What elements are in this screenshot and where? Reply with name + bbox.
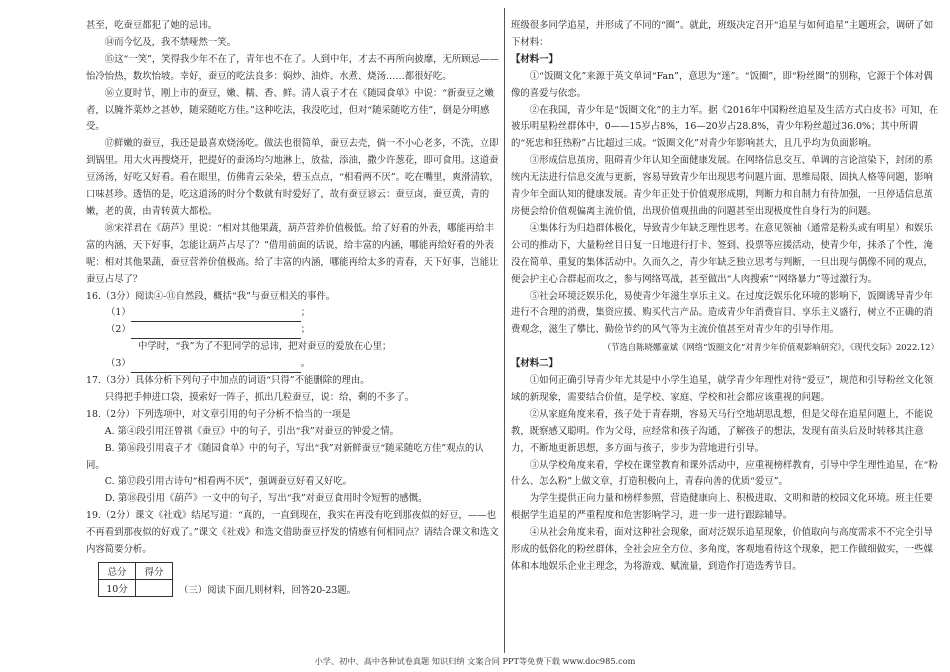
score-header-total: 总分 [99,563,136,580]
material-1-para-4: ④集体行为归趋群体极化，导致青少年缺乏理性思考。在意见领袖（通常是粉头或有明星）和娱乐公司的推动下，大量粉丝目日复一日地进行打卡、签到、投票等应援活动，使青少年，抹杀了个性，淹没在简单、重复的集体活动中。久而久之，青少年缺乏独立思考与判断，一旦出现与偶像不同的观点，便会护主心合群起而攻之，参与网络骂战，甚至做出“人肉搜索”“网络暴力”等过激行为。 [511,222,933,285]
material-2-para-3-cont: 为学生提供正向力量和榜样参照，营造健康向上、积极进取、文明和谐的校园文化环境。班主任要根据学生追星的严重程度和危害影响学习，进一步一进行跟踪辅导。 [511,493,933,522]
para-15: ⑮这“一笑”，笑得我少年不在了，青年也不在了。人到中年，才去不再所向披靡，无所顾忌——怡冷怡热，数坎怡坡。幸好，蚕豆的吃法良多：焖炒、油炸、水煮、烧汤……都很好吃。 [86,53,499,82]
score-got-value[interactable] [136,580,173,597]
question-19: 19.（2分）课文《社戏》结尾写道：“真的，一直到现在，我实在再没有吃到那夜似的好豆，——也不再看到那夜似的好戏了。”课文《社戏》和选文借助蚕豆抒发的情感有何相同点？请结合课文和选文内容简要分析。 [86,510,499,556]
material-1-para-1: ①“饭圈文化”来源于英文单词“Fan”，意思为“迷”。“饭圈”，即“粉丝圈”的别称，它源于个体对偶像的喜爱与依恋。 [511,70,933,99]
score-total-value: 10分 [99,580,136,597]
material-1-para-5: ⑤社会环境泛娱乐化，易使青少年滋生享乐主义。在过度泛娱乐化环境的影响下，饭圈诱导青少年进行不合理的消费，集资应援、购买代言产品。造成青少年消费盲目、享乐主义盛行，树立不正确的消费观念，滋生了攀比、勤俭节约的风气等为主流价值甚至对青少年的引导作用。 [511,290,933,336]
score-table [98,562,173,597]
material-2-title: 【材料二】 [511,358,558,370]
right-column [511,18,939,576]
given-answer: 中学时，“我”为了不犯同学的忌讳，把对蚕豆的爱放在心里； [138,341,392,353]
para-17: ⑰鲜嫩的蚕豆，我还是最喜欢烧汤吃。做法也很简单，蚕豆去壳，倘一不小心老多，不洗，立即到锅里。用大火再搜烧开，把提好的蚕汤均匀地淋上，放盐，添油，撒少许葱花，即可食用。这道蚕豆汤汤，好吃又好看。看在眼里，仿佛青云朵朵，碧玉点点，“相看两不厌”。吃在嘴里，爽滑清软，口味甚珍。透悟的是，吃这道汤的时分个数就有时爱好了，故有蚕豆谚云：蚕豆卤，蚕豆黄，青的嫩，老的黄，由青转黄大都松。 [86,138,499,217]
question-17-sentence: 只得把手伸进口袋，摸索好一阵子，抓出几粒蚕豆，说：给，剩的不多了。 [104,391,415,403]
column-divider [504,8,505,653]
para-18: ⑱宋祥君在《葫芦》里说：“相对其他果蔬，葫芦营养价值极低。给了好看的外表，哪能再给丰富的内涵，天下好事，怎能让葫芦占尽了？”借用前面的话说，给丰富的内涵，哪能再给好看的外表呢：相对其他果蔬，蚕豆营养价值极高。给了丰富的内涵，哪能再给太多的青春，天下好事，岂能让蚕豆占尽了？ [86,222,499,285]
para-14: ⑭而今忆及，我不禁哑然一笑。 [104,36,237,48]
question-17: 17.（3分）具体分析下列句子中加点的词语“只得”不能删除的理由。 [86,375,370,387]
material-2-para-2: ②从家庭角度来看，孩子处于青春期，容易天马行空地胡思乱想，但是父母在追星问题上，不能说教，既察感又聪明。作为父母，应经常和孩子沟通，了解孩子的想法，发现有苗头后及时转移其注意力，不断地更新思想，多方面与孩子，步步为营地进行引导。 [511,408,933,454]
material-1-source: （节选自陈晓娜童斌《网络“饭圈文化”对青少年价值观影响研究》，《现代交际》2022.12） [602,342,939,353]
material-2-para-1: ①如何正确引导青少年尤其是中小学生追星，就学青少年理性对待“爱豆”，规范和引导粉丝文化领域的新现象，需要结合价值，是学校、家庭、学校和社会都应该重视的问题。 [511,375,934,403]
question-16: 16.（3分）阅读④-⑪自然段，概括“我”与蚕豆相关的事件。 [86,290,336,302]
material-1-para-2: ②在我国，青少年是“饭圈文化”的主力军。据《2016年中国粉丝追星及生活方式白皮书》可知，在被乐明星粉丝群体中，0——15岁占8%，16—20岁占28.8%，青少年粉丝超过36.0%；其中所谓的“死忠和狂热粉”占比超过三成。“饭圈文化”对青少年影响甚大，且几乎均为负面影响。 [511,104,939,150]
materials-intro: 班级很多同学追星，并形成了不同的“圈”。就此，班级决定召开“追星与如何追星”主题班会，调研了如下材料： [511,20,934,48]
para-16: ⑯立夏时节，刚上市的蚕豆，嫩、糯、香、鲜。清人袁子才在《随园食单》中说：“新蚕豆之嫩者，以腌芥菜炒之甚妙，随采随吃方佳。”这种吃法，我没吃过，但对“随采随吃方佳”，倒是分明感受。 [86,87,494,133]
material-2-para-3: ③从学校角度来看，学校在课堂教育和课外活动中，应重视榜样教育，引导中学生理性追星，在“粉什么、怎么粉”上做文章，打造积极向上，青春向善的优质“爱豆”。 [511,459,938,488]
page-footer: 小学、初中、高中各种试卷真题 知识归纳 文案合同 PPT等免费下载 www.doc985.com [314,656,636,666]
option-d[interactable]: D. 第⑱段引用《葫芦》一文中的句子，写出“我”对蚕豆食用时令短暂的感慨。 [104,493,428,505]
material-2-para-4: ④从社会角度来看，面对这种社会现象，面对泛娱乐追星现象，价值取向与高度需求不不完全引导形成的低俗化的粉丝群体，全社会应全方位、多角度，客观地看待这个现象，把工作做细做实，一些媒体和本地娱乐企业主理念，为将游戏、赋流量，到造作打造选秀节目。 [511,527,933,572]
option-a[interactable]: A. 第④段引用汪曾祺《蚕豆》中的句子，引出“我”对蚕豆的钟爱之情。 [104,425,399,437]
material-1-para-3: ③形成信息茧房，阻碍青少年认知全面健康发展。在网络信息交互、单调的言论渲染下，封闭的系统内无法进行信息交流与更新，容易导致青少年出现思考问题片面、思维局限、固执人格等问题，影响青少年全面认知的健康发展。青少年正处于价值观形成期，判断力和自制力有待加强，一旦停适信息茧房便会给价值观偏离主流价值，出现价值观扭曲的问题甚至出现极度性自身行为的问题。 [511,155,933,217]
option-b[interactable]: B. 第⑯段引用袁子才《随园食单》中的句子，写出“我”对新鲜蚕豆“随采随吃方佳”观点的认同。 [86,442,484,471]
answer-line-1[interactable]: （1） ； [86,305,499,322]
answer-line-3[interactable]: （3） 。 [86,356,499,373]
option-c[interactable]: C. 第⑰段引用古诗句“相看两不厌”，强调蚕豆好看又好吃。 [104,476,353,488]
section-3-heading: （三）阅读下面几则材料，回答20-23题。 [179,585,357,596]
score-header-got: 得分 [136,563,173,580]
answer-line-2[interactable]: （2） ； [86,322,499,339]
left-column [86,18,499,559]
question-18: 18.（2分）下列选项中，对文章引用的句子分析不恰当的一项是 [86,408,351,420]
material-1-title: 【材料一】 [511,53,558,65]
para-13-end: 甚至，吃蚕豆都犯了她的忌讳。 [86,20,218,31]
